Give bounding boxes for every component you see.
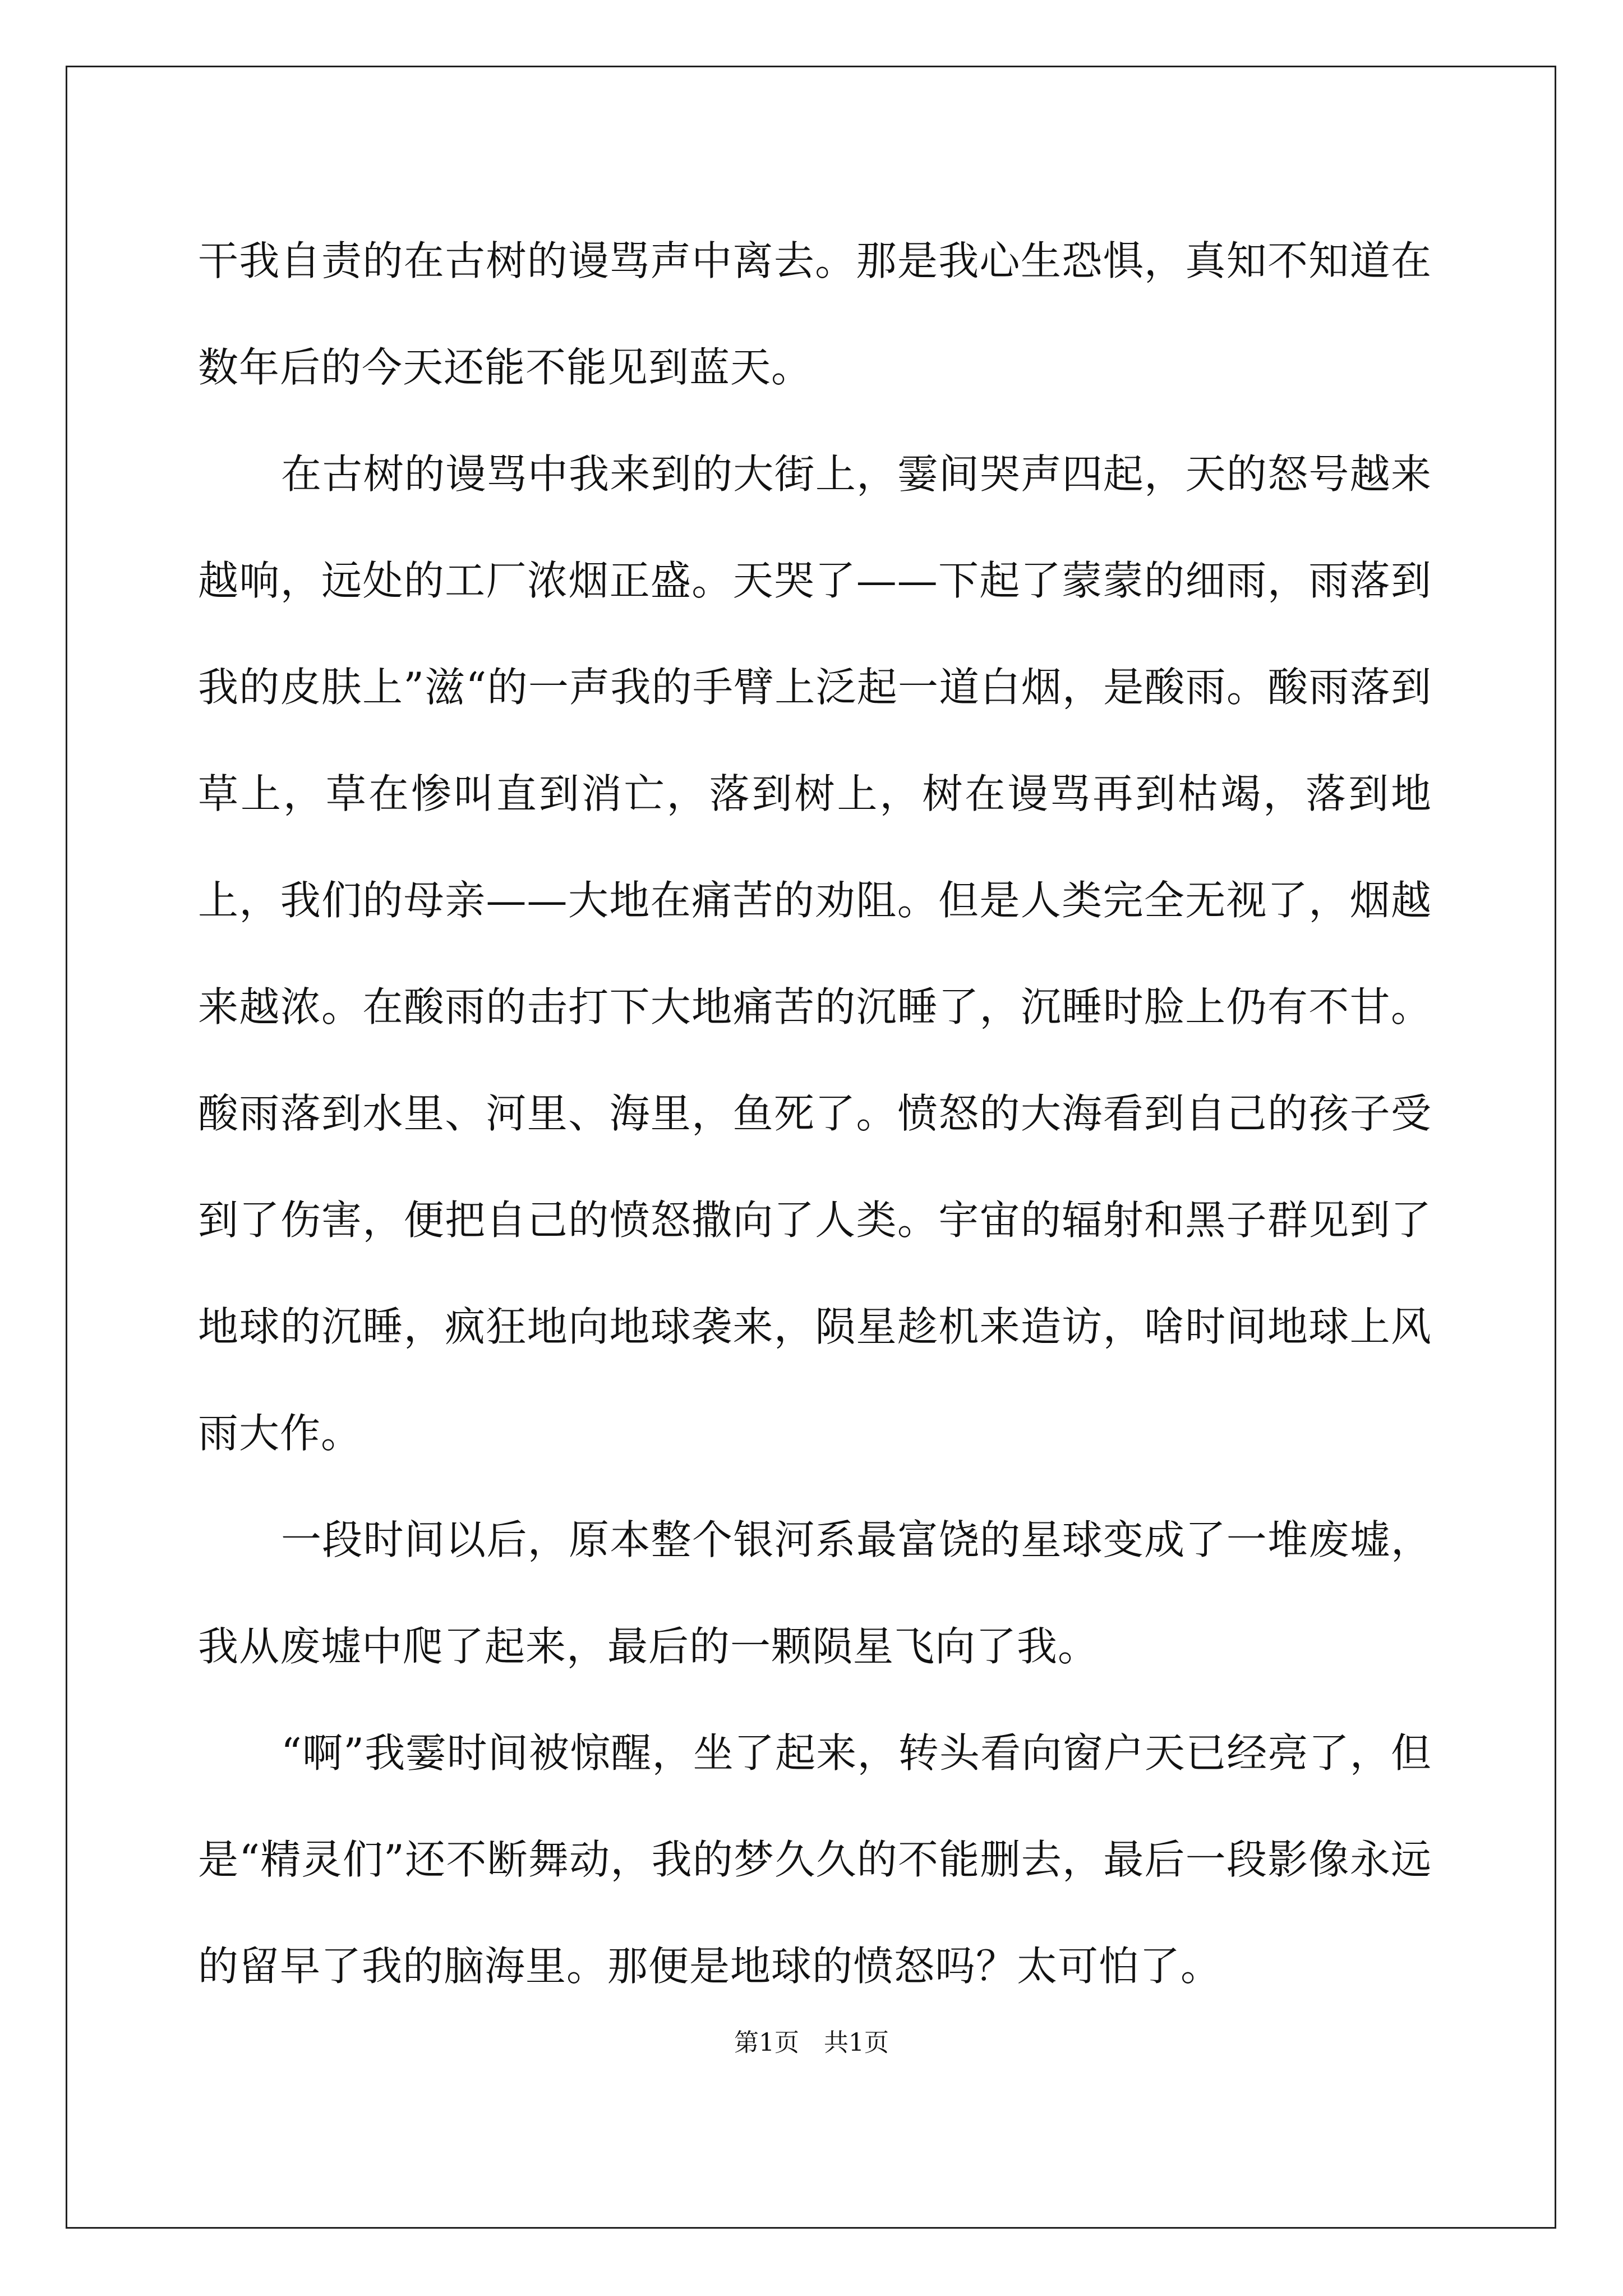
- paragraph: “啊”我霎时间被惊醒，坐了起来，转头看向窗户天已经亮了，但是“精灵们”还不断舞动，我的梦久久的不能删去，最后一段影像永远的留早了我的脑海里。那便是地球的愤怒吗？太可怕了。: [198, 1729, 1432, 1990]
- document-body: [198, 208, 1432, 2019]
- page-footer: 第1页 共1页: [734, 2028, 889, 2057]
- paragraph: 一段时间以后，原本整个银河系最富饶的星球变成了一堆废墟，我从废墟中爬了起来，最后的一颗陨星飞向了我。: [198, 1516, 1432, 1670]
- paragraph: 在古树的谩骂中我来到的大街上，霎间哭声四起，天的怒号越来越响，远处的工厂浓烟正盛。天哭了——下起了蒙蒙的细雨，雨落到我的皮肤上”滋“的一声我的手臂上泛起一道白烟，是酸雨。酸雨落到草上，草在惨叫直到消亡，落到树上，树在谩骂再到枯竭，落到地上，我们的母亲——大地在痛苦的劝阻。但是人类完全无视了，烟越来越浓。在酸雨的击打下大地痛苦的沉睡了，沉睡时脸上仍有不甘。酸雨落到水里、河里、海里，鱼死了。愤怒的大海看到自己的孩子受到了伤害，便把自己的愤怒撒向了人类。宇宙的辐射和黑子群见到了地球的沉睡，疯狂地向地球袭来，陨星趁机来造访，啥时间地球上风雨大作。: [198, 450, 1432, 1457]
- paragraph: 干我自责的在古树的谩骂声中离去。那是我心生恐惧，真知不知道在数年后的今天还能不能见到蓝天。: [198, 237, 1432, 391]
